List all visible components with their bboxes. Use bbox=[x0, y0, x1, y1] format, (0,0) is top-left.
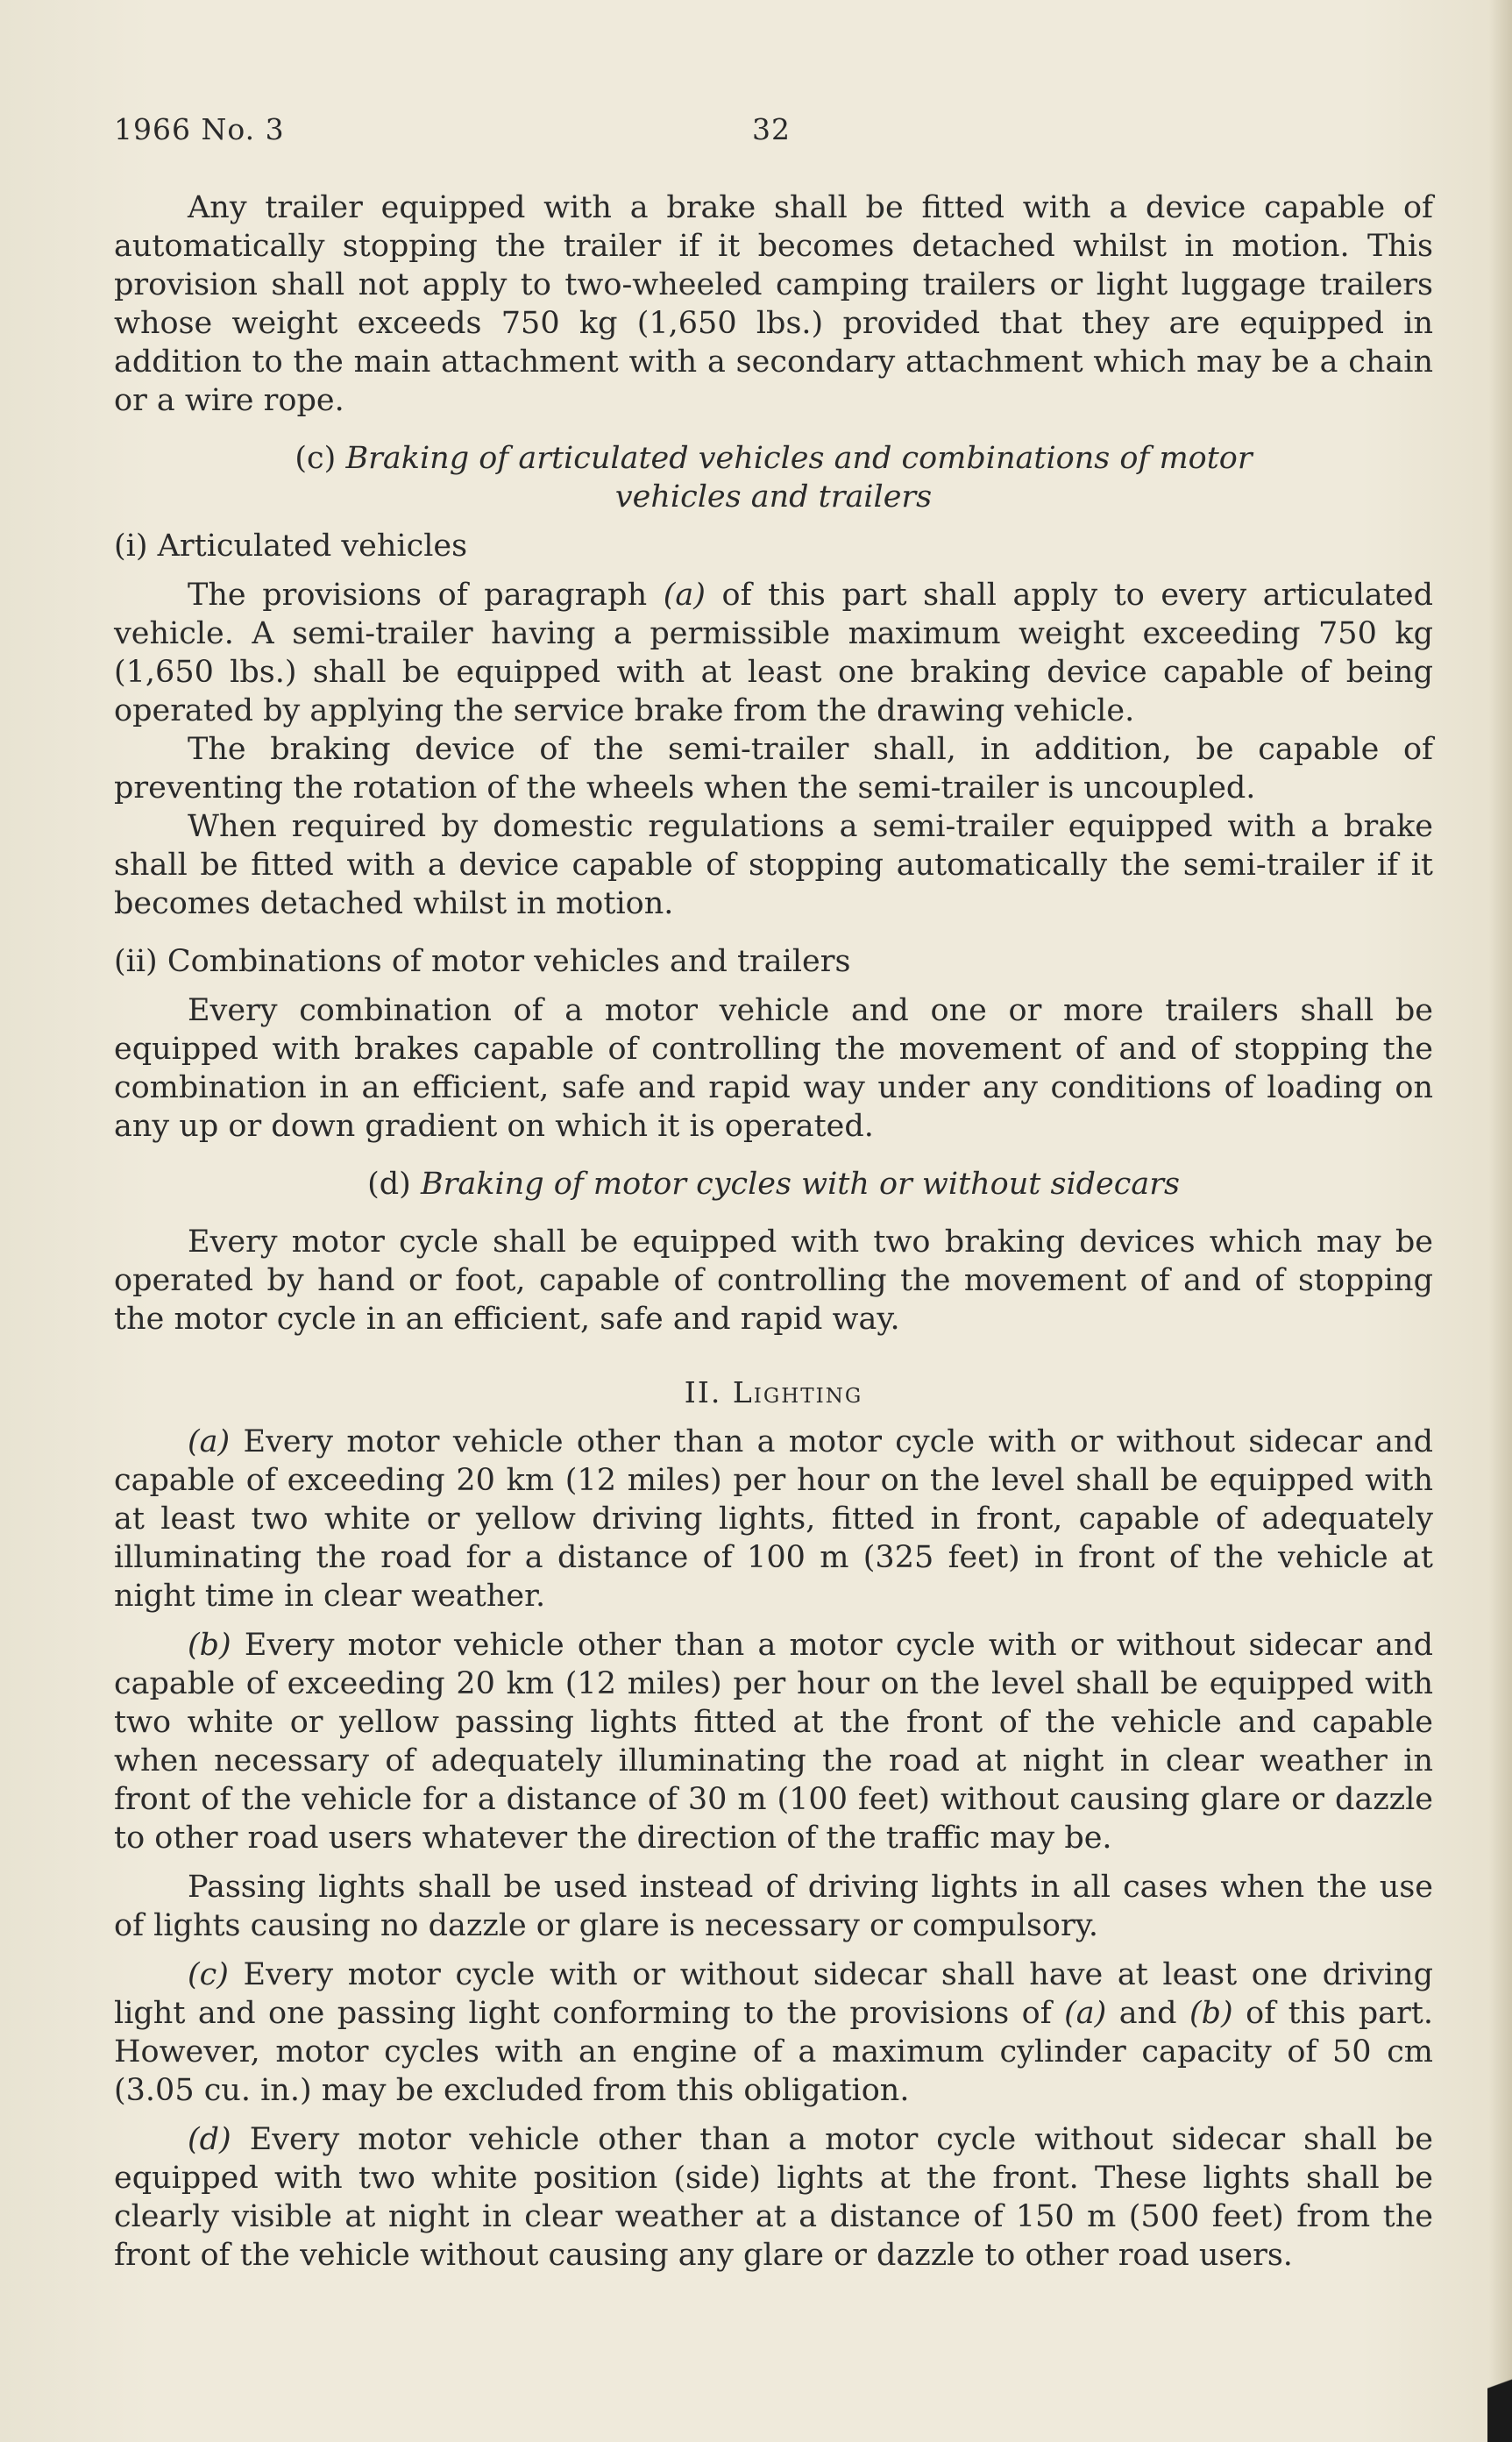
page-header bbox=[114, 112, 1429, 156]
page-edge-shadow bbox=[1489, 0, 1512, 2442]
sub-i-paragraph-1: The provisions of paragraph (a) of this part shall apply to every articulated vehicle. A semi-trailer having a permissible maximum weight exceeding 750 kg (1,650 lbs.) shall be equipped with at least one braking device capable of being operated by applying the service brake from the drawing vehicle. bbox=[114, 578, 1433, 728]
section-c-title-line2: vehicles and trailers bbox=[614, 479, 933, 515]
header-citation: 1966 No. 3 bbox=[114, 112, 285, 146]
section-c-label: (c) bbox=[295, 441, 337, 476]
lighting-d-paragraph: (d) Every motor vehicle other than a motor cycle without sidecar shall be equipped with two white position (side) lights at the front. These lights shall be clearly visible at night in clear weather at a distance of 150 m (500 feet) from the front of the vehicle without causing any glare or dazzle to other road users. bbox=[114, 2122, 1433, 2273]
section-c-title-line1: Braking of articulated vehicles and combinations of motor bbox=[345, 441, 1253, 476]
section-c-title bbox=[114, 439, 1433, 516]
page-body bbox=[114, 188, 1433, 2275]
lighting-b-paragraph: (b) Every motor vehicle other than a motor cycle with or without sidecar and capable of exceeding 20 km (12 miles) per hour on the level shall be equipped with two white or yellow passing lights fitted at the front of the vehicle and capable when necessary of adequately illuminating the road at night in clear weather in front of the vehicle for a distance of 30 m (100 feet) without causing glare or dazzle to other road users whatever the direction of the traffic may be. bbox=[114, 1628, 1433, 1856]
section-d-title bbox=[114, 1165, 1433, 1203]
lighting-a-paragraph: (a) Every motor vehicle other than a motor cycle with or without sidecar and capable of exceeding 20 km (12 miles) per hour on the level shall be equipped with at least two white or yellow driving lights, fitted in front, capable of adequately illuminating the road for a distance of 100 m (325 feet) in front of the vehicle at night time in clear weather. bbox=[114, 1424, 1433, 1614]
sub-i-heading: (i) Articulated vehicles bbox=[114, 529, 468, 564]
section-d-title-text: Braking of motor cycles with or without sidecars bbox=[420, 1167, 1180, 1202]
corner-mark bbox=[1487, 2346, 1512, 2442]
sub-i-paragraph-2: The braking device of the semi-trailer shall, in addition, be capable of preventing the rotation of the wheels when the semi-trailer is uncoupled. bbox=[114, 732, 1433, 806]
sub-ii-heading: (ii) Combinations of motor vehicles and trailers bbox=[114, 944, 851, 979]
section-d-label: (d) bbox=[367, 1167, 411, 1202]
lighting-heading: II. Lighting bbox=[684, 1375, 863, 1409]
page-number: 32 bbox=[752, 112, 791, 146]
passing-lights-paragraph: Passing lights shall be used instead of driving lights in all cases when the use of lights causing no dazzle or glare is necessary or compulsory. bbox=[114, 1870, 1433, 1943]
section-d-paragraph: Every motor cycle shall be equipped with two braking devices which may be operated by hand or foot, capable of controlling the movement of and of stopping the motor cycle in an efficient, safe and rapid way. bbox=[114, 1225, 1433, 1337]
sub-i-paragraph-3: When required by domestic regulations a semi-trailer equipped with a brake shall be fitted with a device capable of stopping automatically the semi-trailer if it becomes detached whilst in motion. bbox=[114, 809, 1433, 921]
intro-paragraph: Any trailer equipped with a brake shall be fitted with a device capable of automatically stopping the trailer if it becomes detached whilst in motion. This provision shall not apply to two-wheeled camping trailers or light luggage trailers whose weight exceeds 750 kg (1,650 lbs.) provided that they are equipped in addition to the main attachment with a secondary attachment which may be a chain or a wire rope. bbox=[114, 190, 1433, 418]
sub-ii-paragraph-1: Every combination of a motor vehicle and one or more trailers shall be equipped with brakes capable of controlling the movement of and of stopping the combination in an efficient, safe and rapid way under any conditions of loading on any up or down gradient on which it is operated. bbox=[114, 993, 1433, 1144]
lighting-c-paragraph: (c) Every motor cycle with or without sidecar shall have at least one driving light and one passing light conforming to the provisions of (a) and (b) of this part. However, motor cycles with an engine of a maximum cylinder capacity of 50 cm (3.05 cu. in.) may be excluded from this obligation. bbox=[114, 1957, 1433, 2108]
